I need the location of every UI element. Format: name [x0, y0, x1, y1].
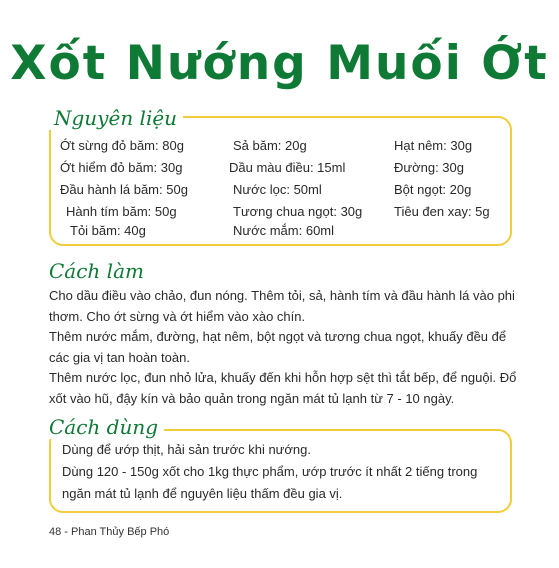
ingredient-item: Bột ngọt: 20g	[394, 182, 472, 197]
usage-line: Dùng 120 - 150g xốt cho 1kg thực phẩm, ướp trước ít nhất 2 tiếng trong ngăn mát tủ lạnh để nguyên liệu thấm đều gia vị.	[62, 464, 478, 501]
method-step: Thêm nước lọc, đun nhỏ lửa, khuấy đến khi hỗn hợp sệt thì tắt bếp, để nguội. Đổ xốt vào hũ, đậy kín và bảo quản trong ngăn mát tủ lạnh từ 7 - 10 ngày.	[49, 370, 517, 406]
ingredient-item: Ớt sừng đỏ băm: 80g	[60, 138, 184, 153]
usage-line: Dùng để ướp thịt, hải sản trước khi nướng.	[62, 442, 311, 457]
ingredient-item: Dầu màu điều: 15ml	[229, 160, 346, 175]
ingredient-item: Tương chua ngọt: 30g	[233, 204, 363, 219]
ingredients-heading: Nguyên liệu	[48, 106, 183, 130]
usage-heading: Cách dùng	[44, 415, 164, 439]
ingredient-item: Nước mắm: 60ml	[233, 223, 335, 238]
method-step: Cho dầu điều vào chảo, đun nóng. Thêm tỏi, sả, hành tím và đầu hành lá vào phi thơm. Cho ớt sừng và ớt hiểm vào xào chín.	[49, 288, 515, 324]
method-step: Thêm nước mắm, đường, hạt nêm, bột ngọt và tương chua ngọt, khuấy đều để các gia vị tan hoàn toàn.	[49, 329, 507, 365]
recipe-title: Xốt Nướng Muối Ớt	[10, 36, 549, 91]
ingredient-item: Tiêu đen xay: 5g	[394, 204, 490, 219]
page-footer: 48 - Phan Thủy Bếp Phó	[49, 526, 170, 538]
ingredient-item: Tỏi băm: 40g	[70, 223, 146, 238]
ingredient-item: Hạt nêm: 30g	[394, 138, 473, 153]
method-heading: Cách làm	[44, 259, 150, 283]
ingredient-item: Sả băm: 20g	[233, 138, 307, 153]
ingredient-item: Đường: 30g	[394, 160, 464, 175]
ingredient-item: Hành tím băm: 50g	[66, 204, 177, 219]
ingredient-item: Đầu hành lá băm: 50g	[60, 182, 188, 197]
ingredient-item: Nước lọc: 50ml	[233, 182, 322, 197]
ingredient-item: Ớt hiểm đỏ băm: 30g	[60, 160, 183, 175]
